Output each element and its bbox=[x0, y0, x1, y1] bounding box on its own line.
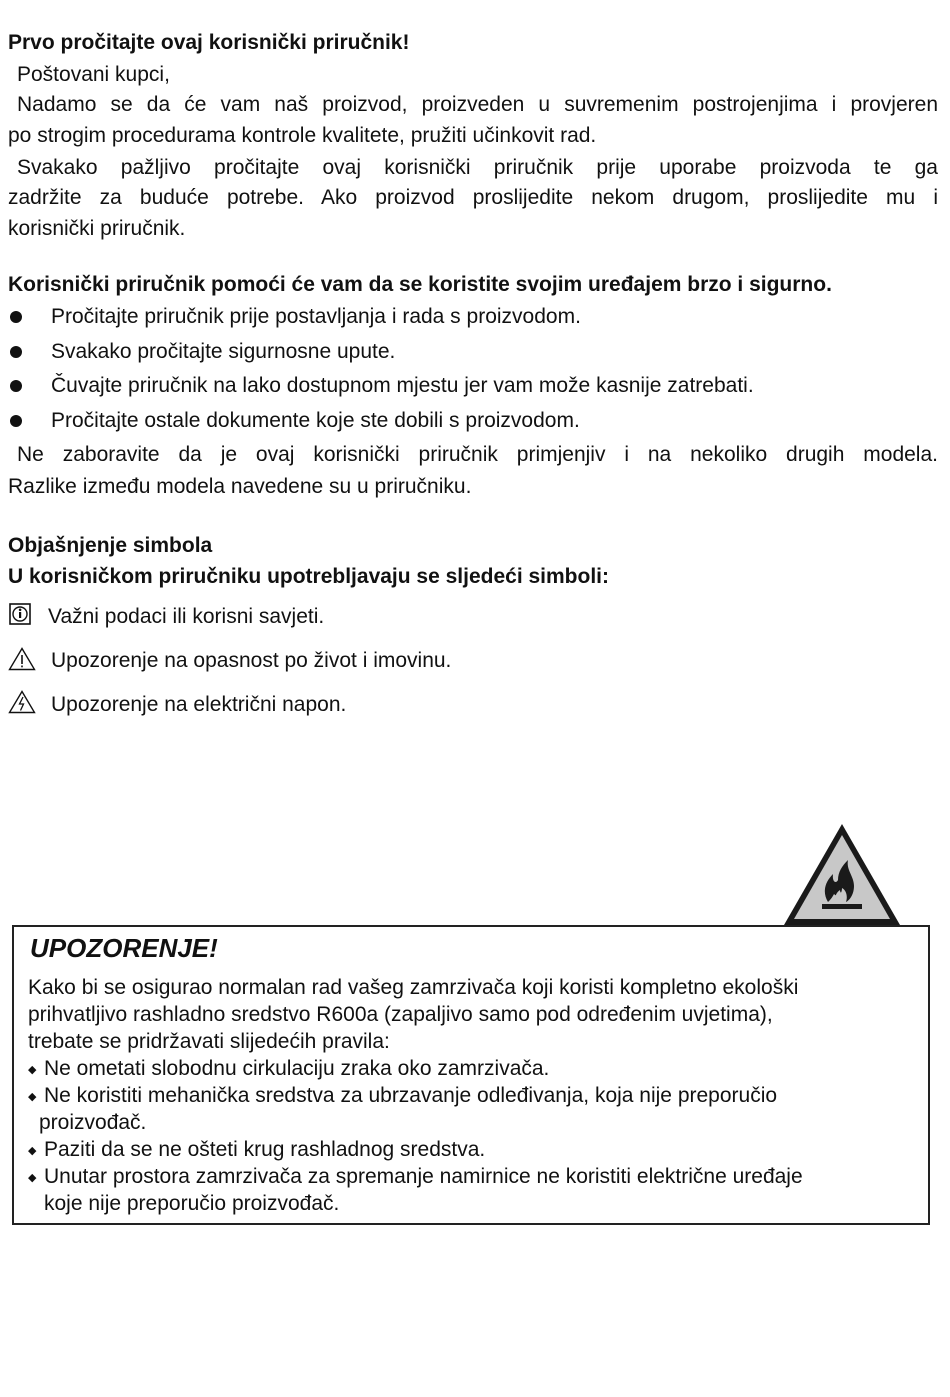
warning-box bbox=[12, 925, 930, 1225]
guide-heading: Korisnički priručnik pomoći će vam da se koristite svojim uređajem brzo i sigurno. bbox=[8, 273, 832, 296]
guide-note-line-2: Razlike između modela navedene su u priručniku. bbox=[8, 475, 472, 498]
warning-triangle-icon bbox=[8, 647, 36, 671]
diamond-bullet-icon: ◆ bbox=[28, 1064, 37, 1076]
guide-bullet: Svakako pročitajte sigurnosne upute. bbox=[51, 340, 396, 363]
warning-text-line: Kako bi se osigurao normalan rad vašeg zamrzivača koji koristi kompletno ekološki bbox=[28, 976, 799, 999]
bullet-dot-icon bbox=[10, 346, 22, 358]
warning-text-line: prihvatljivo rashladno sredstvo R600a (zapaljivo samo pod određenim uvjetima), bbox=[28, 1003, 773, 1026]
warning-bullet-continuation: proizvođač. bbox=[39, 1111, 147, 1134]
guide-note-line-1: Ne zaboravite da je ovaj korisnički priručnik primjenjiv i na nekoliko drugih modela. bbox=[17, 443, 938, 466]
guide-bullet: Pročitajte priručnik prije postavljanja i rada s proizvodom. bbox=[51, 305, 581, 328]
bullet-dot-icon bbox=[10, 311, 22, 323]
flammable-warning-icon bbox=[782, 822, 902, 928]
intro-paragraph-2-line-2: zadržite za buduće potrebe. Ako proizvod proslijedite nekom drugom, proslijedite mu i bbox=[8, 186, 938, 209]
diamond-bullet-icon: ◆ bbox=[28, 1091, 37, 1103]
warning-bullet: Paziti da se ne ošteti krug rashladnog sredstva. bbox=[44, 1138, 486, 1161]
warning-bullet: Ne koristiti mehanička sredstva za ubrzavanje odleđivanja, koja nije preporučio bbox=[44, 1084, 778, 1107]
bullet-dot-icon bbox=[10, 415, 22, 427]
info-icon bbox=[9, 603, 31, 625]
diamond-bullet-icon: ◆ bbox=[28, 1145, 37, 1157]
symbols-subheading: U korisničkom priručniku upotrebljavaju se sljedeći simboli: bbox=[8, 565, 610, 588]
warning-bullet-continuation: koje nije preporučio proizvođač. bbox=[44, 1192, 340, 1215]
intro-paragraph-2-line-3: korisnički priručnik. bbox=[8, 217, 186, 240]
intro-paragraph-1-line-1: Nadamo se da će vam naš proizvod, proizveden u suvremenim postrojenjima i provjeren bbox=[17, 93, 938, 116]
guide-bullet: Čuvajte priručnik na lako dostupnom mjestu jer vam može kasnije zatrebati. bbox=[51, 374, 754, 397]
symbols-heading: Objašnjenje simbola bbox=[8, 534, 213, 557]
intro-paragraph-2-line-1: Svakako pažljivo pročitajte ovaj korisnički priručnik prije uporabe proizvoda te ga bbox=[17, 156, 938, 179]
greeting: Poštovani kupci, bbox=[17, 63, 170, 86]
symbol-info-text: Važni podaci ili korisni savjeti. bbox=[48, 605, 325, 628]
symbol-voltage-text: Upozorenje na električni napon. bbox=[51, 693, 347, 716]
guide-bullet: Pročitajte ostale dokumente koje ste dobili s proizvodom. bbox=[51, 409, 580, 432]
warning-title: UPOZORENJE! bbox=[30, 933, 218, 963]
warning-bullet: Ne ometati slobodnu cirkulaciju zraka oko zamrzivača. bbox=[44, 1057, 550, 1080]
diamond-bullet-icon: ◆ bbox=[28, 1172, 37, 1184]
warning-bullet: Unutar prostora zamrzivača za spremanje namirnice ne koristiti električne uređaje bbox=[44, 1165, 803, 1188]
warning-text-line: trebate se pridržavati slijedećih pravila: bbox=[28, 1030, 390, 1053]
bullet-dot-icon bbox=[10, 380, 22, 392]
electric-warning-triangle-icon bbox=[8, 690, 36, 714]
intro-paragraph-1-line-2: po strogim procedurama kontrole kvalitete, pružiti učinkovit rad. bbox=[8, 124, 597, 147]
symbol-danger-text: Upozorenje na opasnost po život i imovinu. bbox=[51, 649, 452, 672]
intro-heading: Prvo pročitajte ovaj korisnički priručnik! bbox=[8, 31, 410, 54]
